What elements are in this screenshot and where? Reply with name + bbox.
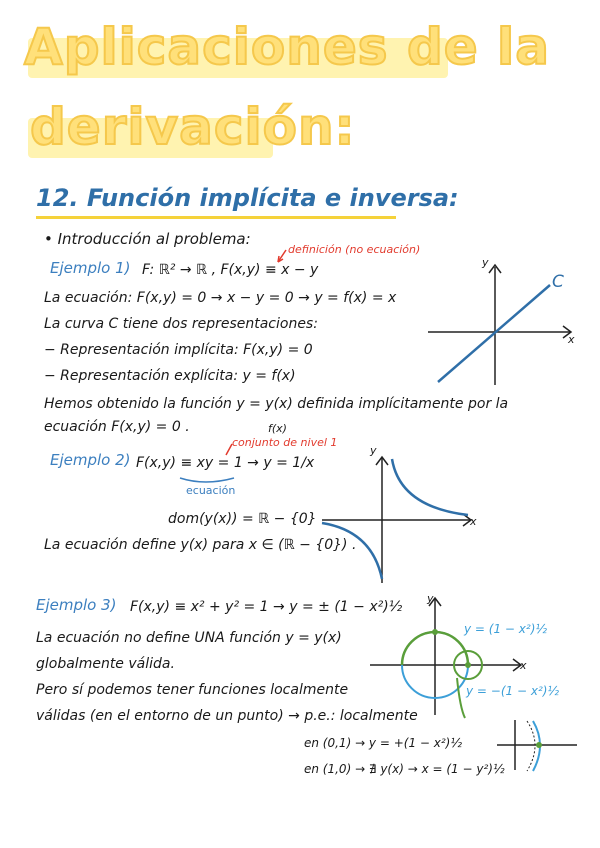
section-heading: 12. Función implícita e inversa: xyxy=(36,184,459,212)
example1-implicit: − Representación implícita: F(x,y) = 0 xyxy=(44,342,313,358)
example1-curve-text: La curva C tiene dos representaciones: xyxy=(44,316,318,332)
example1-obtained-2: ecuación F(x,y) = 0 . xyxy=(44,419,190,435)
example3-line1: La ecuación no define UNA función y = y(x) xyxy=(36,630,342,646)
intro-text: • Introducción al problema: xyxy=(44,230,251,248)
example1-obtained-1: Hemos obtenido la función y = y(x) definida implícitamente por la xyxy=(44,396,509,412)
example3-line2: globalmente válida. xyxy=(36,656,175,672)
example2-equation: F(x,y) ≡ xy = 1 → y = 1/x xyxy=(136,455,315,471)
example1-equation: La ecuación: F(x,y) = 0 → x − y = 0 → y = f(x) = x xyxy=(44,290,397,306)
graph3-top-label: y = (1 − x²)½ xyxy=(464,622,548,636)
graph1-x-label: x xyxy=(568,333,575,346)
example2-domain: dom(y(x)) = ℝ − {0} xyxy=(168,511,317,527)
graph1-y-label: y xyxy=(482,256,489,269)
graph3-y-label: y xyxy=(427,592,434,605)
example3-line4: válidas (en el entorno de un punto) → p.e.: localmente xyxy=(36,708,418,724)
example2-label: Ejemplo 2) xyxy=(50,451,131,469)
graph-local xyxy=(495,715,585,775)
example2-ecuacion-label: ecuación xyxy=(186,484,236,497)
example3-line3: Pero sí podemos tener funciones localmente xyxy=(36,682,349,698)
graph2-y-label: y xyxy=(370,444,377,457)
example3-label: Ejemplo 3) xyxy=(36,596,117,614)
page-title-line2: derivación: xyxy=(30,98,356,156)
page-title-line1: Aplicaciones de la xyxy=(24,18,550,76)
example2-definition: La ecuación define y(x) para x ∈ (ℝ − {0}) . xyxy=(44,537,357,553)
example3-equation: F(x,y) ≡ x² + y² = 1 → y = ± (1 − x²)½ xyxy=(130,599,403,615)
example1-label: Ejemplo 1) xyxy=(50,259,131,277)
example1-definition: F: ℝ² → ℝ , F(x,y) ≡ x − y xyxy=(142,262,319,278)
example1-annotation: definición (no ecuación) xyxy=(288,243,421,256)
example2-annotation: conjunto de nivel 1 xyxy=(232,436,338,449)
graph1-c-label: C xyxy=(552,272,564,292)
example1-fx-note: f(x) xyxy=(268,422,287,435)
example3-point2: en (1,0) → ∄ y(x) → x = (1 − y²)½ xyxy=(304,762,505,776)
graph-circle xyxy=(365,590,540,720)
graph2-x-label: x xyxy=(470,515,477,528)
graph3-x-label: x xyxy=(520,659,527,672)
example3-point1: en (0,1) → y = +(1 − x²)½ xyxy=(304,736,462,750)
graph3-bottom-label: y = −(1 − x²)½ xyxy=(466,684,560,698)
example1-explicit: − Representación explícita: y = f(x) xyxy=(44,368,296,384)
